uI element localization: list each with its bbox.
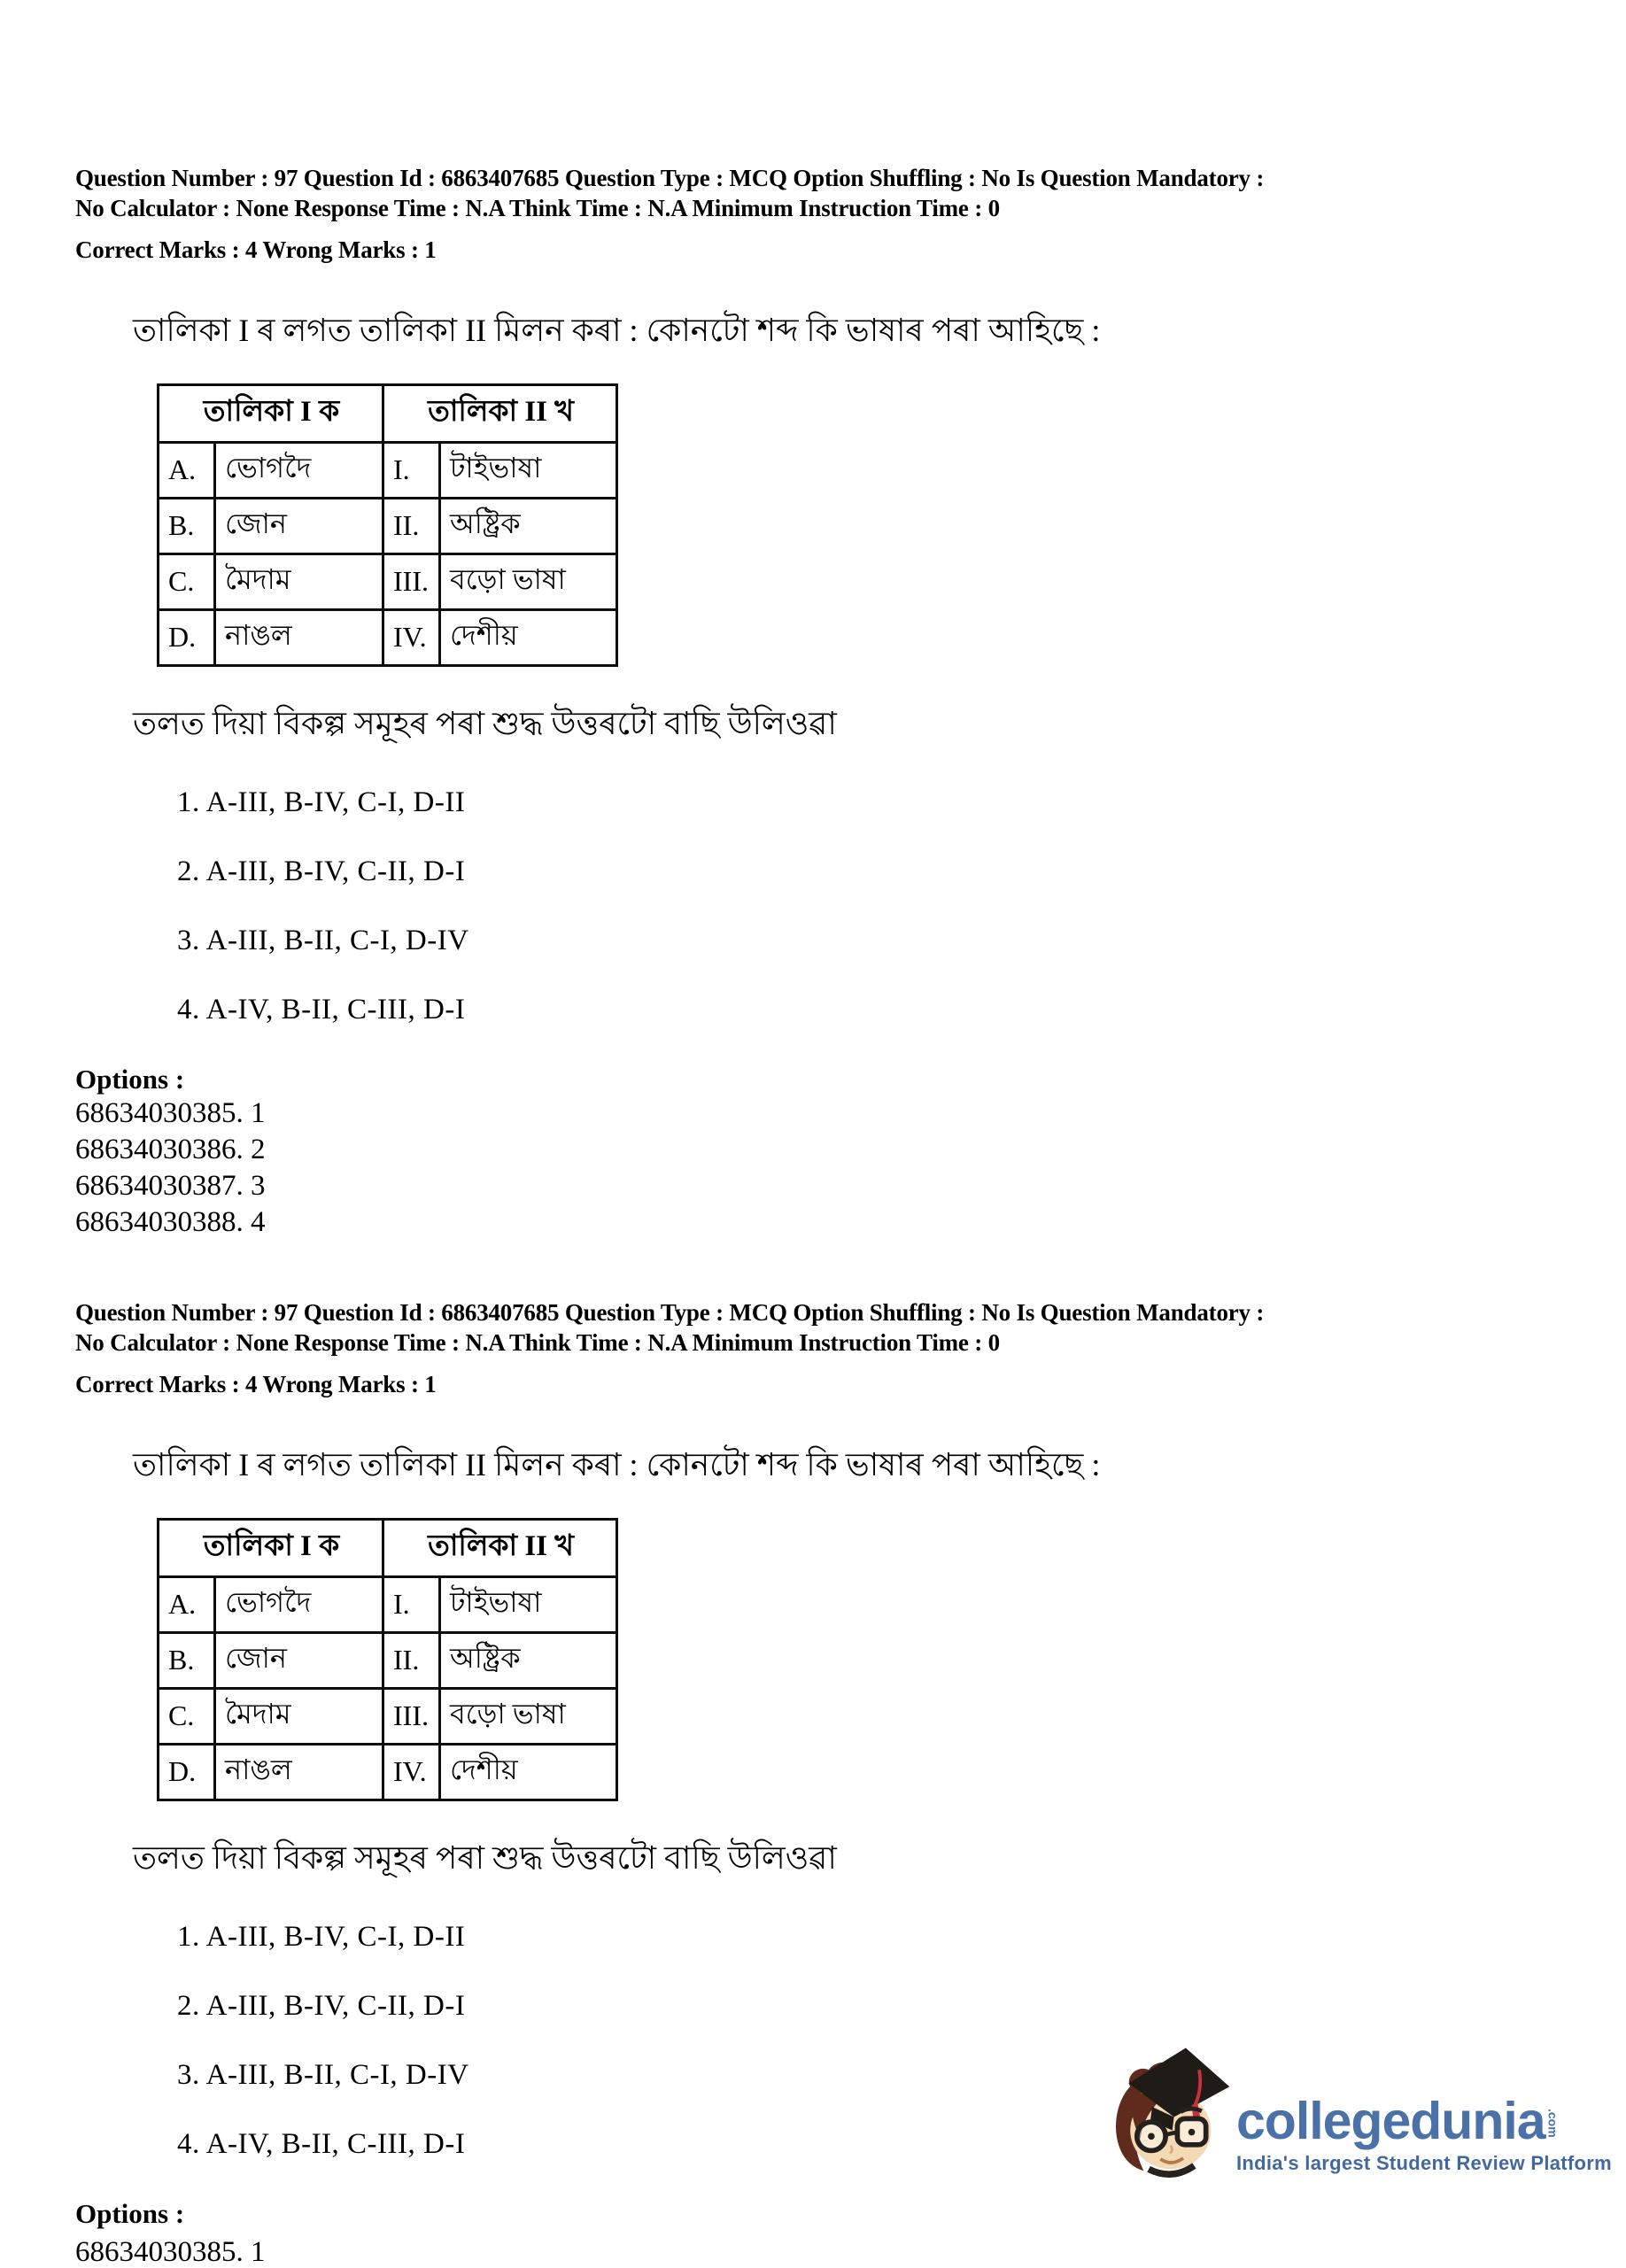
options-label: Options : bbox=[75, 1064, 185, 1095]
table-row bbox=[159, 1633, 617, 1689]
list2-key-cell: II. bbox=[383, 1633, 440, 1689]
option-id-3: 68634030387. 3 bbox=[75, 1170, 266, 1202]
list2-header-cell: তালিকা II খ bbox=[383, 385, 617, 443]
logo-tagline: India's largest Student Review Platform bbox=[1235, 2152, 1612, 2174]
list1-key-cell: D. bbox=[159, 1745, 215, 1800]
list2-value-cell: দেশীয় bbox=[440, 610, 617, 666]
choice-item-2: 2. A-III, B-IV, C-II, D-I bbox=[177, 855, 466, 887]
list2-value-cell: বড়ো ভাষা bbox=[440, 554, 617, 610]
list1-key-cell: C. bbox=[159, 554, 215, 610]
list2-value-cell: দেশীয় bbox=[440, 1745, 617, 1800]
choice-item-3: 3. A-III, B-II, C-I, D-IV bbox=[177, 925, 469, 956]
option-id-4: 68634030388. 4 bbox=[75, 1206, 266, 1238]
list2-value-cell: টাইভাষা bbox=[440, 1577, 617, 1633]
list1-key-cell: B. bbox=[159, 499, 215, 554]
list2-header-cell: তালিকা II খ bbox=[383, 1520, 617, 1577]
question-text: তালিকা I ৰ লগত তালিকা II মিলন কৰা : কোনটো শব্দ কি ভাষাৰ পৰা আহিছে : bbox=[133, 313, 1101, 348]
list2-key-cell: IV. bbox=[383, 610, 440, 666]
logo-text-column bbox=[1235, 2092, 1612, 2180]
list1-value-cell: ভোগদৈ bbox=[215, 1577, 383, 1633]
list2-key-cell: IV. bbox=[383, 1745, 440, 1800]
list1-key-cell: A. bbox=[159, 1577, 215, 1633]
list1-key-cell: C. bbox=[159, 1689, 215, 1745]
list1-value-cell: নাঙল bbox=[215, 610, 383, 666]
table-row bbox=[159, 443, 617, 499]
list2-key-cell: I. bbox=[383, 443, 440, 499]
question-text: তালিকা I ৰ লগত তালিকা II মিলন কৰা : কোনটো শব্দ কি ভাষাৰ পৰা আহিছে : bbox=[133, 1447, 1101, 1482]
question-meta-line-2: No Calculator : None Response Time : N.A Think Time : N.A Minimum Instruction Time : 0 bbox=[75, 1329, 1000, 1356]
table-row bbox=[159, 1745, 617, 1800]
instruction-text: তলত দিয়া বিকল্প সমূহৰ পৰা শুদ্ধ উত্তৰটো বাছি উলিওৱা bbox=[133, 706, 837, 741]
list1-value-cell: জোন bbox=[215, 1633, 383, 1689]
marks-line: Correct Marks : 4 Wrong Marks : 1 bbox=[75, 236, 437, 263]
list1-key-cell: D. bbox=[159, 610, 215, 666]
list1-key-cell: A. bbox=[159, 443, 215, 499]
options-label: Options : bbox=[75, 2198, 185, 2229]
list1-header-cell: তালিকা I ক bbox=[159, 1520, 383, 1577]
option-id-1-truncated: 68634030385. 1 bbox=[75, 2236, 266, 2268]
logo-domain-suffix: .com bbox=[1545, 2109, 1560, 2138]
instruction-text: তলত দিয়া বিকল্প সমূহৰ পৰা শুদ্ধ উত্তৰটো বাছি উলিওৱা bbox=[133, 1840, 837, 1876]
marks-line: Correct Marks : 4 Wrong Marks : 1 bbox=[75, 1371, 437, 1397]
list2-value-cell: অষ্ট্রিক bbox=[440, 1633, 617, 1689]
list1-value-cell: জোন bbox=[215, 499, 383, 554]
question-block-1 bbox=[0, 163, 1626, 1241]
question-meta-line-2: No Calculator : None Response Time : N.A Think Time : N.A Minimum Instruction Time : 0 bbox=[75, 195, 1000, 221]
collegedunia-logo bbox=[1100, 2035, 1612, 2180]
match-list-table bbox=[157, 1518, 618, 1801]
list2-value-cell: অষ্ট্রিক bbox=[440, 499, 617, 554]
choice-item-3: 3. A-III, B-II, C-I, D-IV bbox=[177, 2059, 469, 2091]
choice-item-2: 2. A-III, B-IV, C-II, D-I bbox=[177, 1990, 466, 2022]
choices-list bbox=[177, 787, 1626, 1025]
table-row bbox=[159, 610, 617, 666]
list1-value-cell: মৈদাম bbox=[215, 554, 383, 610]
match-list-table bbox=[157, 383, 618, 667]
choice-item-4: 4. A-IV, B-II, C-III, D-I bbox=[177, 994, 466, 1026]
list2-key-cell: III. bbox=[383, 554, 440, 610]
choice-item-1: 1. A-III, B-IV, C-I, D-II bbox=[177, 786, 466, 818]
logo-wordmark: collegedunia bbox=[1235, 2092, 1545, 2150]
list2-value-cell: বড়ো ভাষা bbox=[440, 1689, 617, 1745]
list1-value-cell: নাঙল bbox=[215, 1745, 383, 1800]
option-id-1: 68634030385. 1 bbox=[75, 1097, 266, 1129]
table-row bbox=[159, 1577, 617, 1633]
question-meta-line-1: Question Number : 97 Question Id : 6863407685 Question Type : MCQ Option Shuffling : No Is Question Mandatory : bbox=[75, 1299, 1265, 1326]
table-row bbox=[159, 1689, 617, 1745]
table-row bbox=[159, 554, 617, 610]
table-row bbox=[159, 499, 617, 554]
table-header-row bbox=[159, 1520, 617, 1577]
question-meta-line-1: Question Number : 97 Question Id : 6863407685 Question Type : MCQ Option Shuffling : No Is Question Mandatory : bbox=[75, 165, 1265, 191]
list1-value-cell: ভোগদৈ bbox=[215, 443, 383, 499]
list2-key-cell: II. bbox=[383, 499, 440, 554]
table-header-row bbox=[159, 385, 617, 443]
truncated-option-id-wrap bbox=[0, 2236, 1626, 2268]
list2-key-cell: III. bbox=[383, 1689, 440, 1745]
list1-key-cell: B. bbox=[159, 1633, 215, 1689]
list1-value-cell: মৈদাম bbox=[215, 1689, 383, 1745]
collegedunia-mascot-icon bbox=[1100, 2035, 1235, 2180]
list2-key-cell: I. bbox=[383, 1577, 440, 1633]
choice-item-4: 4. A-IV, B-II, C-III, D-I bbox=[177, 2128, 466, 2160]
option-id-2: 68634030386. 2 bbox=[75, 1134, 266, 1165]
choice-item-1: 1. A-III, B-IV, C-I, D-II bbox=[177, 1921, 466, 1953]
list1-header-cell: তালিকা I ক bbox=[159, 385, 383, 443]
list2-value-cell: টাইভাষা bbox=[440, 443, 617, 499]
